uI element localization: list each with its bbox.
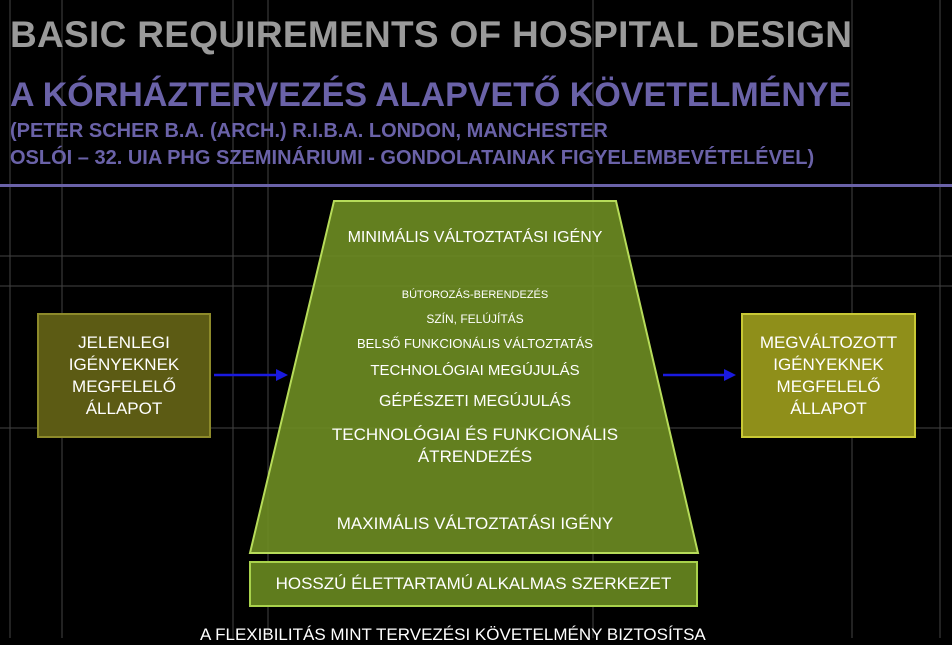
current-state-line: ÁLLAPOT [85,398,163,418]
trapezoid-item-rearrange-2: ÁTRENDEZÉS [417,447,533,466]
footer-text: A FLEXIBILITÁS MINT TERVEZÉSI KÖVETELMÉNY BIZTOSÍTSA [200,625,706,644]
trapezoid-item-functional: BELSŐ FUNKCIONÁLIS VÁLTOZTATÁS [357,336,593,351]
trapezoid-item-furnishing: BÚTOROZÁS-BERENDEZÉS [401,289,549,301]
title-hungarian: A KÓRHÁZTERVEZÉS ALAPVETŐ KÖVETELMÉNYE [10,76,852,114]
current-state-box [37,313,211,438]
subtitle-seminar: OSLÓI – 32. UIA PHG SZEMINÁRIUMI - GONDOLATAINAK FIGYELEMBEVÉTELÉVEL) [10,147,815,169]
current-state-line: IGÉNYEKNEK [68,354,180,374]
trapezoid-item-mechanical: GÉPÉSZETI MEGÚJULÁS [378,393,572,410]
long-life-structure-box [249,561,698,607]
maximal-change-label: MAXIMÁLIS VÁLTOZTATÁSI IGÉNY [336,514,614,533]
long-life-structure-label: HOSSZÚ ÉLETTARTAMÚ ALKALMAS SZERKEZET [275,574,672,593]
current-state-line: MEGFELELŐ [72,376,176,396]
minimal-change-label: MINIMÁLIS VÁLTOZTATÁSI IGÉNY [347,229,603,246]
changed-state-box [741,313,916,438]
title-divider [0,184,952,187]
trapezoid-item-color: SZÍN, FELÚJÍTÁS [426,312,524,326]
subtitle-author: (PETER SCHER B.A. (ARCH.) R.I.B.A. LONDON, MANCHESTER [10,120,608,142]
current-state-line: JELENLEGI [78,332,170,352]
changed-state-line: MEGVÁLTOZOTT [759,332,898,352]
trapezoid-item-rearrange-1: TECHNOLÓGIAI ÉS FUNKCIONÁLIS [331,425,619,444]
title-english: BASIC REQUIREMENTS OF HOSPITAL DESIGN [10,14,853,55]
changed-state-line: MEGFELELŐ [776,376,881,396]
trapezoid-item-technology: TECHNOLÓGIAI MEGÚJULÁS [370,362,580,379]
changed-state-line: ÁLLAPOT [790,398,867,418]
changed-state-line: IGÉNYEKNEK [773,354,884,374]
